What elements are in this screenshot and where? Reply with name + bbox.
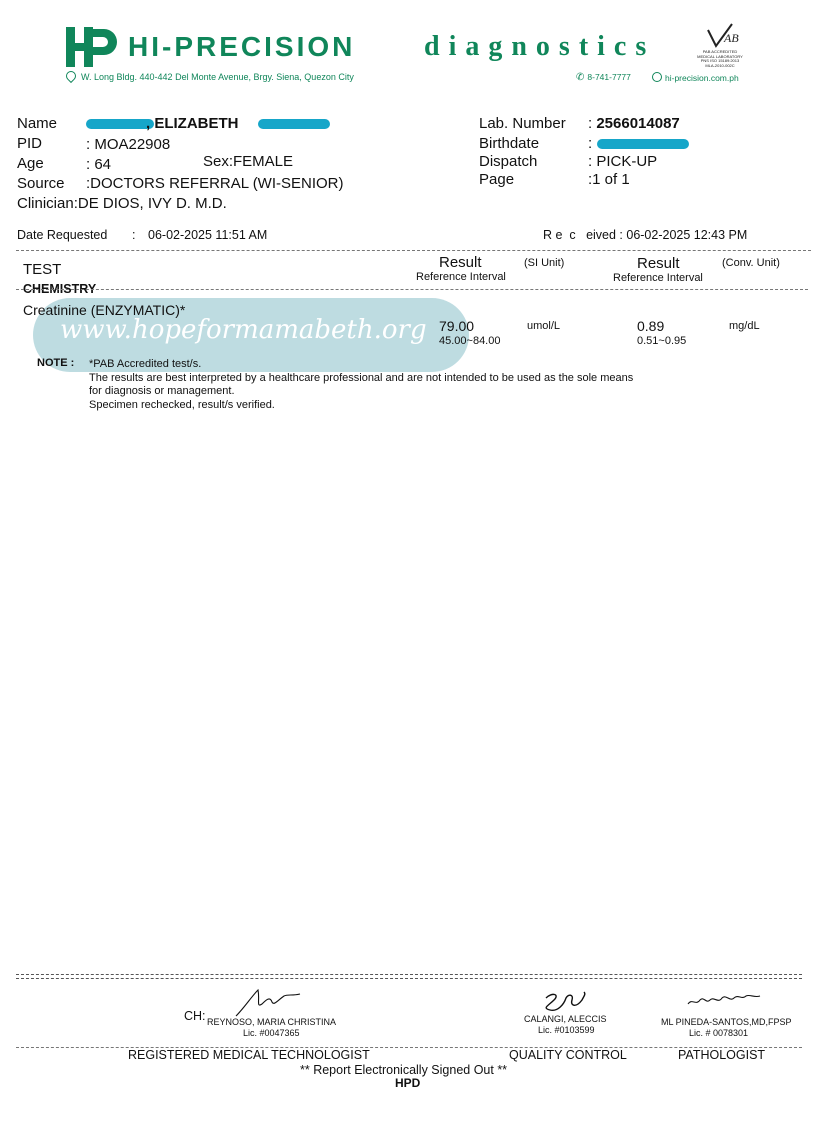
test-name: Creatinine (ENZYMATIC)*: [23, 302, 186, 318]
name-label: Name: [17, 115, 58, 132]
patient-name: , ELIZABETH: [146, 115, 239, 132]
note-line: *PAB Accredited test/s.: [89, 358, 202, 370]
pab-line: MEDICAL LABORATORY: [697, 53, 743, 59]
pathologist-title: PATHOLOGIST: [678, 1048, 766, 1062]
source-value: :DOCTORS REFERRAL (WI-SENIOR): [86, 175, 344, 192]
si-unit-header: (SI Unit): [524, 257, 565, 269]
note-line: Specimen rechecked, result/s verified.: [89, 399, 275, 411]
double-divider: [16, 974, 802, 979]
lab-number-label: Lab. Number: [479, 115, 566, 132]
birthdate-label: Birthdate: [479, 135, 540, 152]
sex-value: Sex:FEMALE: [203, 153, 294, 170]
lab-number-value: 2566014087: [596, 115, 680, 132]
medtech-signature-icon: [230, 986, 310, 1020]
si-unit: umol/L: [527, 320, 561, 332]
patient-name-value: ELIZABETH: [154, 115, 239, 132]
date-requested-colon: :: [132, 228, 136, 242]
age-value: : 64: [86, 156, 112, 173]
pathologist-license: Lic. # 0078301: [689, 1028, 749, 1038]
qc-license: Lic. #0103599: [538, 1025, 595, 1035]
phone-icon: ✆: [576, 72, 585, 83]
redaction-mark: [258, 119, 330, 129]
pab-line: PAB ACCREDITED: [702, 49, 738, 54]
ch-prefix: CH:: [184, 1009, 206, 1023]
source-label: Source: [17, 175, 65, 192]
brand-suffix: diagnostics: [424, 31, 656, 62]
brand-name: HI-PRECISION: [128, 31, 356, 62]
clinician: Clinician:DE DIOS, IVY D. M.D.: [17, 195, 227, 212]
date-received: R e c eived : 06-02-2025 12:43 PM: [543, 228, 748, 242]
website-text: hi-precision.com.ph: [665, 73, 739, 83]
section-chemistry: CHEMISTRY: [23, 282, 97, 296]
conv-unit-header: (Conv. Unit): [722, 257, 780, 269]
si-range: 45.00~84.00: [439, 335, 501, 347]
address-line: [66, 71, 354, 82]
si-result: 79.00: [439, 318, 475, 334]
pathologist-name: ML PINEDA-SANTOS,MD,FPSP: [661, 1017, 792, 1027]
date-requested-value: 06-02-2025 11:51 AM: [148, 228, 268, 242]
pab-line: MLA-2010-002C: [705, 62, 735, 68]
pab-line: PNS ISO 15189:2013: [700, 58, 740, 63]
address-text: W. Long Bldg. 440-442 Del Monte Avenue, Brgy. Siena, Quezon City: [81, 72, 354, 82]
signed-out-notice: ** Report Electronically Signed Out **: [300, 1063, 508, 1077]
note-line: The results are best interpreted by a healthcare professional and are not intended to be used as the sole means: [89, 372, 634, 384]
page-label: Page: [479, 171, 515, 188]
location-pin-icon: [64, 69, 78, 83]
conv-result: 0.89: [637, 318, 665, 334]
svg-text:AB: AB: [724, 31, 739, 45]
medtech-title: REGISTERED MEDICAL TECHNOLOGIST: [128, 1048, 370, 1062]
redaction-mark: [86, 119, 154, 129]
test-header: TEST: [23, 261, 62, 278]
note-line: for diagnosis or management.: [89, 385, 235, 397]
pid-label: PID: [17, 135, 43, 152]
pab-accreditation-badge: [690, 20, 750, 70]
qc-title: QUALITY CONTROL: [509, 1048, 627, 1062]
medtech-license: Lic. #0047365: [243, 1028, 300, 1038]
hp-logo-icon: [66, 27, 118, 67]
ref-interval-header-si: Reference Interval: [416, 271, 506, 283]
phone-text: 8-741-7777: [587, 72, 631, 82]
lab-number: : 2566014087: [588, 115, 680, 132]
watermark-text: www.hopeformamabeth.org: [60, 315, 427, 345]
pathologist-signature-icon: [684, 990, 764, 1010]
pid-value: : MOA22908: [86, 136, 171, 153]
ref-interval-header-conv: Reference Interval: [613, 272, 703, 284]
website-line: [652, 72, 739, 83]
medtech-name: REYNOSO, MARIA CHRISTINA: [207, 1017, 337, 1027]
phone-line: [576, 72, 631, 83]
conv-unit: mg/dL: [729, 320, 760, 332]
dispatch-label: Dispatch: [479, 153, 538, 170]
divider: [16, 250, 811, 251]
result-header-conv: Result: [637, 255, 680, 272]
page-value: :1 of 1: [588, 171, 630, 188]
conv-range: 0.51~0.95: [637, 335, 687, 347]
divider: [16, 289, 808, 290]
age-label: Age: [17, 155, 44, 172]
dispatch-value: : PICK-UP: [588, 153, 658, 170]
redaction-mark: [597, 139, 689, 149]
pab-logo-icon: [690, 20, 750, 50]
birthdate-value: :: [588, 135, 593, 152]
date-requested-label: Date Requested: [17, 228, 108, 242]
footer-code: HPD: [395, 1076, 421, 1090]
qc-name: CALANGI, ALECCIS: [524, 1014, 607, 1024]
note-label: NOTE :: [37, 357, 75, 369]
globe-icon: [652, 72, 662, 82]
result-header-si: Result: [439, 254, 482, 271]
